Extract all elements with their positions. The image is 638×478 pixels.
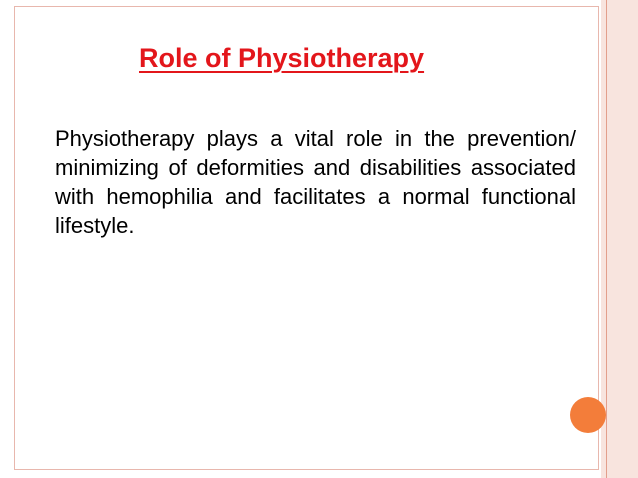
side-accent-line xyxy=(606,0,607,478)
slide-body-text: Physiotherapy plays a vital role in the prevention/ minimizing of deformities and disabilities associated with hemophilia and facilitates a normal functional lifestyle. xyxy=(55,126,576,238)
orange-circle-decoration xyxy=(570,397,606,433)
slide-title: Role of Physiotherapy xyxy=(139,43,425,73)
